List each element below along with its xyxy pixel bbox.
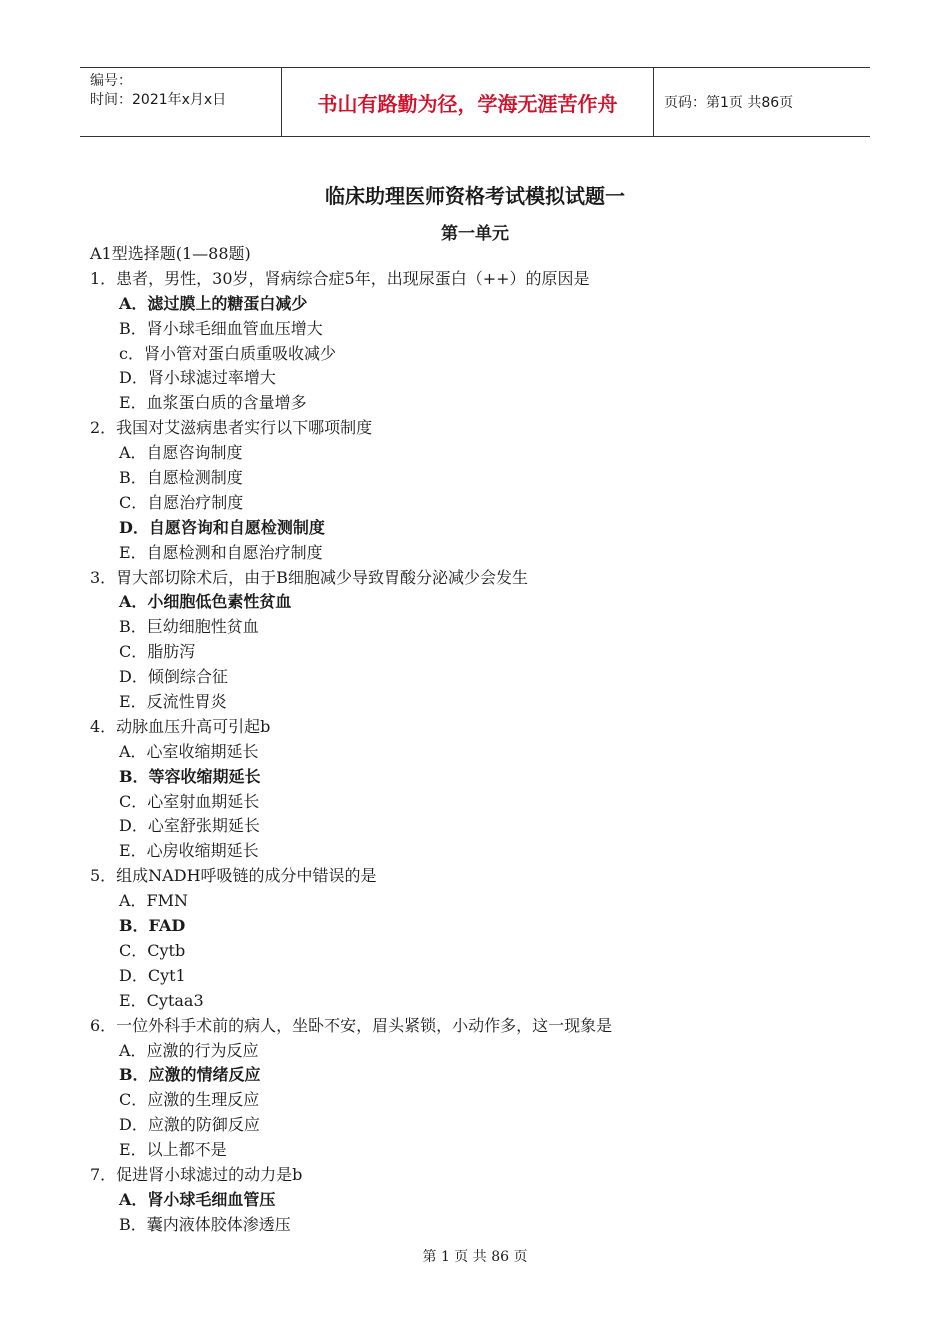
answer-option: A．肾小球毛细血管压 [119, 1189, 276, 1209]
answer-option: E．血浆蛋白质的含量增多 [119, 393, 307, 413]
answer-option: A．应激的行为反应 [119, 1040, 259, 1060]
answer-option: C．应激的生理反应 [119, 1090, 260, 1110]
section-label: A1型选择题(1—88题) [90, 244, 251, 263]
answer-option: B．FAD [119, 916, 186, 936]
answer-option: B．应激的情绪反应 [119, 1065, 261, 1085]
answer-option: C．自愿治疗制度 [119, 492, 244, 512]
unit-heading: 第一单元 [441, 224, 509, 244]
answer-option: D．心室舒张期延长 [119, 816, 260, 836]
answer-option: B．肾小球毛细血管血压增大 [119, 318, 323, 338]
header-motto: 书山有路勤为径，学海无涯苦作舟 [282, 68, 654, 136]
number-label: 编号： [90, 73, 132, 89]
question-stem: 4．动脉血压升高可引起b [90, 716, 271, 736]
answer-option: C．心室射血期延长 [119, 791, 260, 811]
answer-option: C．脂肪泻 [119, 642, 196, 662]
page-footer: 第 1 页 共 86 页 [422, 1249, 528, 1265]
answer-option: D．Cyt1 [119, 965, 186, 985]
page-header [80, 67, 870, 137]
answer-option: D．应激的防御反应 [119, 1115, 260, 1135]
answer-option: B．囊内液体胶体渗透压 [119, 1214, 291, 1234]
answer-option: A．自愿咨询制度 [119, 443, 243, 463]
answer-option: D．肾小球滤过率增大 [119, 368, 276, 388]
answer-option: C．Cytb [119, 940, 186, 960]
question-lines [90, 267, 890, 1238]
header-page-info: 页码：第1页 共86页 [664, 95, 794, 111]
answer-option: B．巨幼细胞性贫血 [119, 617, 259, 637]
question-stem: 2．我国对艾滋病患者实行以下哪项制度 [90, 418, 373, 438]
question-stem: 3．胃大部切除术后，由于B细胞减少导致胃酸分泌减少会发生 [90, 567, 528, 587]
question-stem: 1．患者，男性，30岁，肾病综合症5年，出现尿蛋白（++）的原因是 [90, 268, 590, 288]
answer-option: A．心室收缩期延长 [119, 741, 259, 761]
question-stem: 7．促进肾小球滤过的动力是b [90, 1164, 303, 1184]
question-stem: 6．一位外科手术前的病人，坐卧不安，眉头紧锁，小动作多，这一现象是 [90, 1015, 613, 1035]
answer-option: E．自愿检测和自愿治疗制度 [119, 542, 323, 562]
document-title: 临床助理医师资格考试模拟试题一 [325, 184, 625, 208]
answer-option: E．心房收缩期延长 [119, 841, 259, 861]
question-stem: 5．组成NADH呼吸链的成分中错误的是 [90, 866, 377, 886]
answer-option: E．反流性胃炎 [119, 692, 227, 712]
answer-option: c．肾小管对蛋白质重吸收减少 [119, 343, 336, 363]
answer-option: A．FMN [119, 891, 189, 911]
answer-option: E．Cytaa3 [119, 990, 204, 1010]
answer-option: A．滤过膜上的糖蛋白减少 [119, 293, 308, 313]
answer-option: D．自愿咨询和自愿检测制度 [119, 517, 325, 537]
answer-option: D．倾倒综合征 [119, 667, 228, 687]
answer-option: B．自愿检测制度 [119, 468, 243, 488]
header-meta [80, 68, 282, 136]
time-label: 时间：2021年x月x日 [90, 92, 227, 108]
answer-option: B．等容收缩期延长 [119, 766, 261, 786]
question-list [90, 242, 890, 1238]
answer-option: A．小细胞低色素性贫血 [119, 592, 292, 612]
answer-option: E．以上都不是 [119, 1140, 227, 1160]
